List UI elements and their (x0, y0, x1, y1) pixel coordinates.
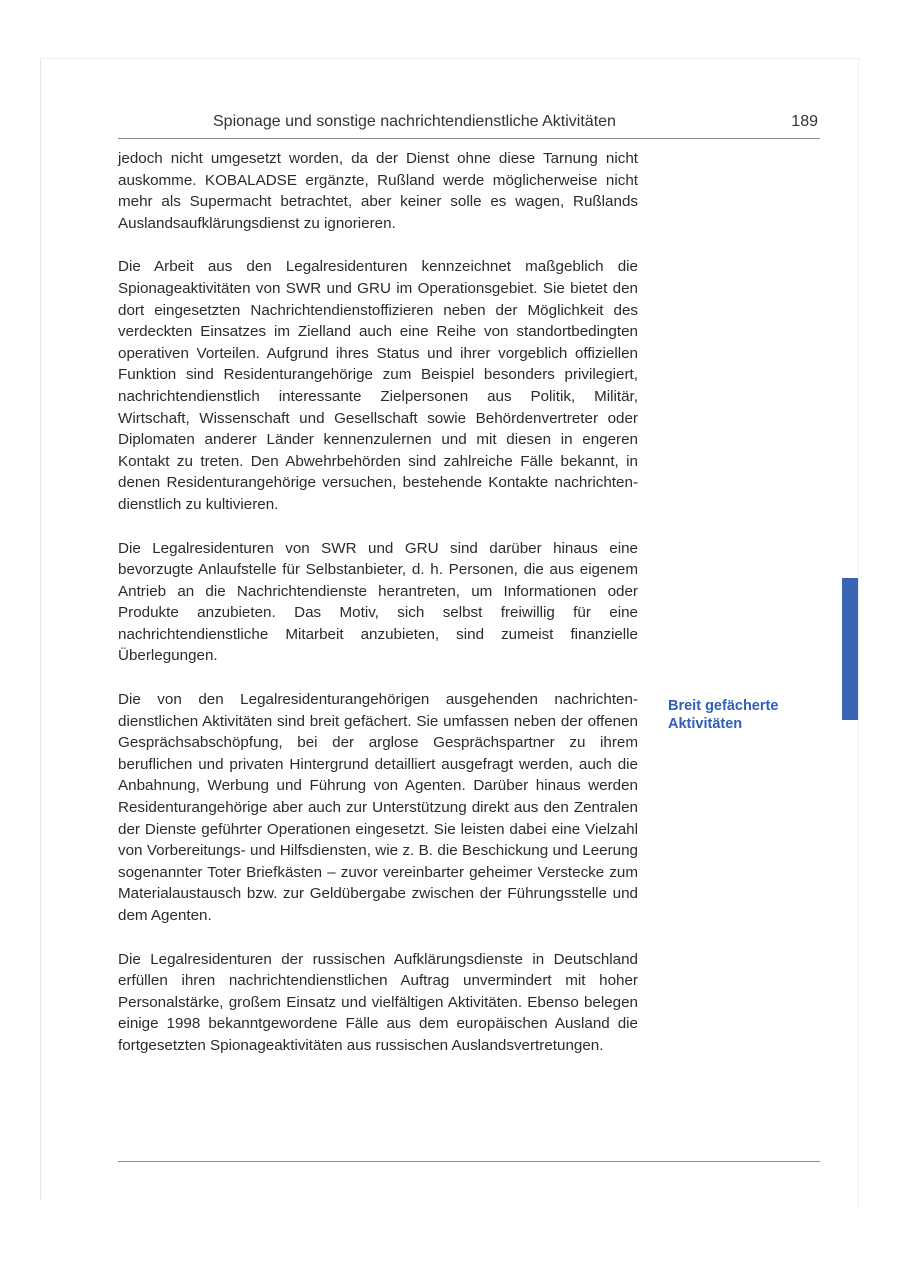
margin-note (668, 697, 818, 733)
running-header (118, 110, 820, 139)
chapter-tab-marker (842, 578, 858, 720)
margin-note-line-1: Breit gefächerte (668, 698, 779, 714)
margin-note-line-2: Aktivitäten (668, 716, 743, 732)
page-edge-left (40, 60, 41, 1200)
paragraph-3: Die Legalresidenturen von SWR und GRU sind darüber hinaus eine bevorzugte Anlaufstelle für Selbstanbieter, d. h. Personen, die aus eigenem Antrieb an die Nachrichtendienste herantreten, um Informationen oder Produkte anzubieten. Das Motiv, sich selbst freiwillig für eine nachrichtendienstliche Mitarbeit anzubieten, sind zumeist finanzielle Überlegungen. (118, 539, 638, 665)
page-number: 189 (791, 113, 818, 130)
paragraph-4: Die von den Legalresidenturangehörigen ausgehenden nachrichtendienstlichen Aktivitäten sind breit gefächert. Sie umfassen neben der offenen Gesprächsabschöpfung, bei der arglose Gesprächspartner zu ihrem beruflichen und privaten Hintergrund detailliert ausgefragt werden, auch die Anbahnung, Werbung und Führung von Agenten. Darüber hinaus werden Residenturangehörige aber auch zur Unterstützung direkt aus den Zentralen der Dienste geführter Operationen eingesetzt. Sie leisten dabei eine Vielzahl von Vorbereitungs- und Hilfsdiensten, wie z. B. die Beschickung und Leerung sogenannter Toter Briefkästen – zuvor vereinbarter geheimer Verstecke zum Materialaustausch bzw. zur Geldübergabe zwischen der Führungsstelle und dem Agenten. (118, 691, 638, 924)
paragraph-2: Die Arbeit aus den Legalresidenturen kennzeichnet maßgeblich die Spionageaktivitäten von SWR und GRU im Operationsgebiet. Sie bietet den dort eingesetzten Nachrichtendienstoffizieren neben der Möglichkeit des verdeckten Einsatzes im Zielland auch eine Reihe von standortbedingten operativen Vorteilen. Aufgrund ihres Status und ihrer vorgeblich offiziellen Funktion sind Residenturangehörige zum Beispiel besonders privilegiert, nachrichtendienstlich interessante Zielpersonen aus Politik, Militär, Wirtschaft, Wissenschaft und Gesellschaft sowie Behördenvertreter oder Diplomaten anderer Länder kennenzulernen und mit diesen in engeren Kontakt zu treten. Den Abwehrbehörden sind zahlreiche Fälle bekannt, in denen Residenturangehörige versuchen, bestehende Kontakte nachrichtendienstlich zu kultivieren. (118, 258, 638, 513)
paragraph-5: Die Legalresidenturen der russischen Aufklärungsdienste in Deutschland erfüllen ihren nachrichtendienstlichen Auftrag unvermindert mit hoher Personalstärke, großem Einsatz und vielfältigen Aktivitäten. Ebenso belegen einige 1998 bekanntgewordene Fälle aus dem europäischen Ausland die fortgesetzten Spionageaktivitäten aus russischen Auslandsvertretungen. (118, 950, 638, 1054)
body-text (118, 148, 638, 1079)
page-edge-top (40, 58, 860, 59)
footer-rule (118, 1161, 820, 1162)
running-title: Spionage und sonstige nachrichtendienstliche Aktivitäten (213, 113, 616, 130)
page-edge-right (858, 58, 859, 1208)
paragraph-1: jedoch nicht umgesetzt worden, da der Dienst ohne diese Tarnung nicht auskomme. KOBALADSE ergänzte, Rußland werde möglicherweise nicht mehr als Supermacht betrachtet, aber keiner solle es wagen, Rußlands Auslandsaufklärungsdienst zu ignorieren. (118, 150, 638, 232)
